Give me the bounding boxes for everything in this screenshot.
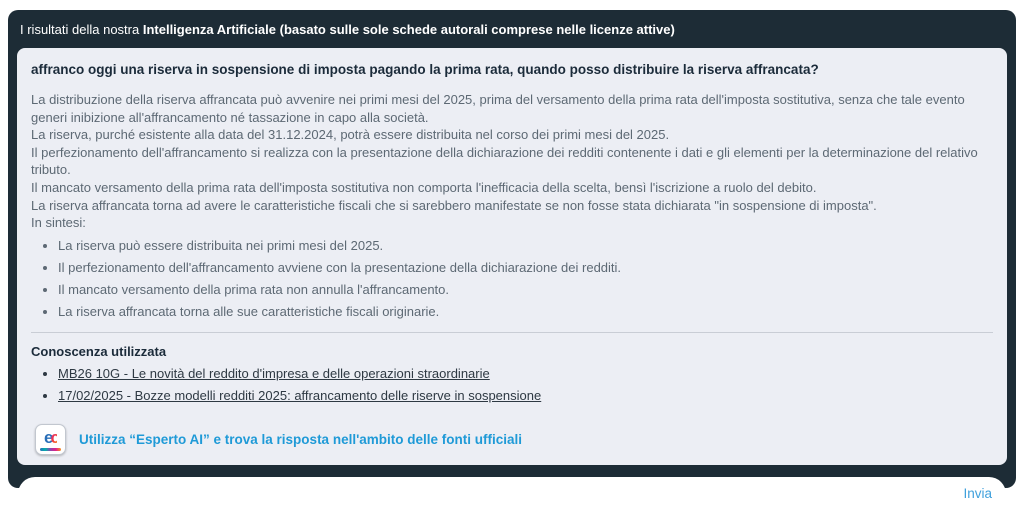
send-button[interactable]: Invia: [963, 486, 992, 502]
knowledge-title: Conoscenza utilizzata: [31, 343, 167, 359]
answer-paragraph: La distribuzione della riserva affrancata può avvenire nei primi mesi del 2025, prima del versamento della prima rata dell'imposta sostitutiva, senza che tale evento generi inibizione all'affrancamento né tassazione in capo alla società.: [31, 92, 965, 125]
logo-letter-e: e: [44, 427, 51, 447]
user-question: affranco oggi una riserva in sospensione di imposta pagando la prima rata, quando posso distribuire la riserva affrancata?: [31, 62, 819, 77]
esperto-ai-logo-icon[interactable]: [35, 424, 66, 455]
section-divider: [31, 332, 993, 333]
knowledge-link-bozze[interactable]: 17/02/2025 - Bozze modelli redditi 2025: affrancamento delle riserve in sospensione: [58, 387, 542, 403]
question-input[interactable]: [34, 477, 963, 511]
answer-paragraph: La riserva, purché esistente alla data del 31.12.2024, potrà essere distribuita nel corso dei primi mesi del 2025.: [31, 127, 670, 143]
list-item: [58, 366, 993, 382]
composer-bar: [8, 465, 1016, 528]
knowledge-links-list: [31, 366, 993, 404]
question-input-bar: [18, 477, 1006, 511]
esperto-ai-row: [35, 424, 993, 455]
logo-letter-c: c: [50, 427, 57, 447]
list-item: • Il mancato versamento della prima rata non annulla l'affrancamento.: [58, 281, 993, 299]
answer-paragraph: Il mancato versamento della prima rata dell'imposta sostitutiva non comporta l'inefficacia della scelta, bensì l'iscrizione a ruolo del debito.: [31, 179, 817, 195]
header-bold-text: Intelligenza Artificiale (basato sulle sole schede autorali comprese nelle licenze attive): [142, 21, 675, 37]
list-item: [58, 388, 993, 404]
answer-paragraph: In sintesi:: [31, 215, 86, 231]
results-header: [8, 10, 1016, 48]
header-prefix: I risultati della nostra: [20, 21, 143, 37]
list-item: • Il perfezionamento dell'affrancamento avviene con la presentazione della dichiarazione dei redditi.: [58, 259, 993, 277]
logo-gradient-stripe: [40, 448, 61, 451]
knowledge-section: [31, 344, 993, 404]
answer-paragraph: Il perfezionamento dell'affrancamento si realizza con la presentazione della dichiarazione dei redditi contenente i dati e gli elementi per la determinazione del relativo tributo.: [31, 144, 978, 178]
esperto-ai-link[interactable]: Utilizza “Esperto AI” e trova la risposta nell'ambito delle fonti ufficiali: [79, 431, 523, 447]
ai-results-window: [8, 10, 1016, 502]
answer-summary-list: [31, 237, 993, 321]
knowledge-link-mb26[interactable]: MB26 10G - Le novità del reddito d'impresa e delle operazioni straordinarie: [58, 365, 490, 381]
answer-panel: [17, 48, 1007, 465]
list-item: • La riserva può essere distribuita nei primi mesi del 2025.: [58, 237, 993, 255]
answer-paragraph: La riserva affrancata torna ad avere le caratteristiche fiscali che si sarebbero manifestate se non fosse stata dichiarata "in sospensione di imposta".: [31, 197, 877, 213]
ai-answer: [31, 91, 993, 321]
list-item: • La riserva affrancata torna alle sue caratteristiche fiscali originarie.: [58, 303, 993, 321]
